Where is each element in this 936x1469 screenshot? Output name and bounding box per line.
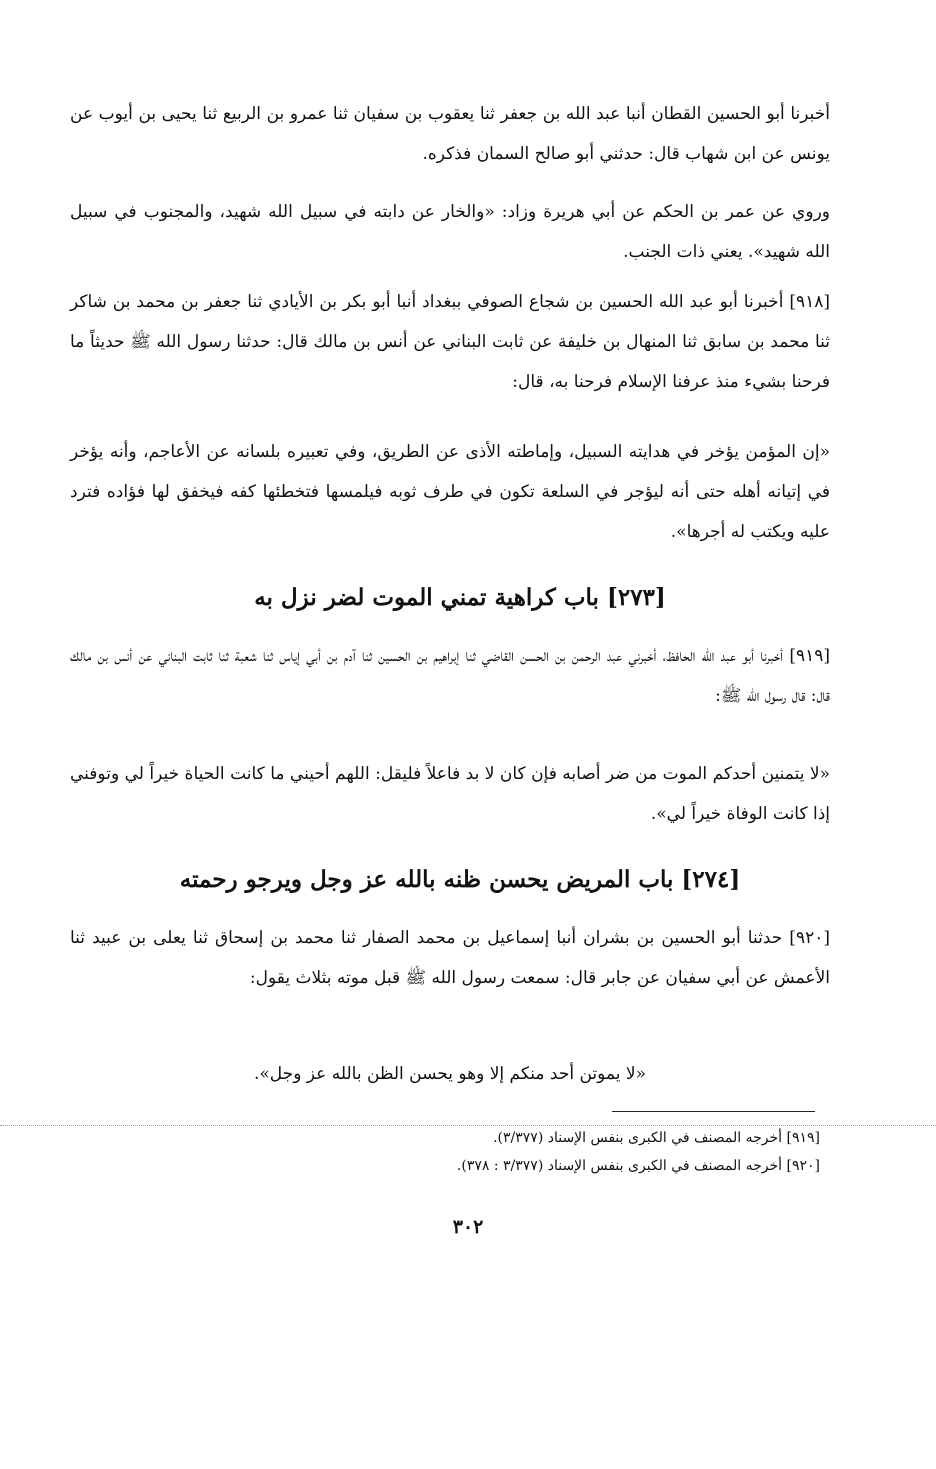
paragraph-hadith-919-text: «لا يتمنين أحدكم الموت من ضر أصابه فإن كان لا بد فاعلاً فليقل: اللهم أحيني ما كانت الحياة خيراً لي وتوفني إذا كانت الوفاة خيراً لي». <box>70 764 831 824</box>
footnote-separator <box>612 1111 815 1112</box>
paragraph-hadith-920: [٩٢٠] حدثنا أبو الحسين بن بشران أنبا إسماعيل بن محمد الصفار ثنا محمد بن إسحاق ثنا يعلى بن عبيد ثنا الأعمش عن أبي سفيان عن جابر قال: سمعت رسول الله ﷺ قبل موته بثلاث يقول: <box>70 928 830 988</box>
chapter-heading-274: [٢٧٤] باب المريض يحسن ظنه بالله عز وجل ويرجو رحمته <box>179 866 741 893</box>
page-number: ٣٠٢ <box>452 1216 484 1238</box>
footnote-920: [٩٢٠] أخرجه المصنف في الكبرى بنفس الإسناد (٣/٣٧٧ : ٣٧٨). <box>456 1158 820 1174</box>
paragraph-narration-1: وروي عن عمر بن الحكم عن أبي هريرة وزاد: «والخار عن دابته في سبيل الله شهيد، والمجنوب في سبيل الله شهيد». يعني ذات الجنب. <box>70 202 830 262</box>
chapter-heading-273: [٢٧٣] باب كراهية تمني الموت لضر نزل به <box>254 584 666 611</box>
paragraph-hadith-919: [٩١٩] أخبرنا أبو عبد الله الحافظ، أخبرني عبد الرحمن بن الحسن القاضي ثنا إبراهيم بن الحسين ثنا آدم بن أبي إياس ثنا شعبة ثنا ثابت البناني عن أنس بن مالك قال: قال رسول الله ﷺ: <box>70 646 830 706</box>
paragraph-isnad-1: أخبرنا أبو الحسين القطان أنبا عبد الله بن جعفر ثنا يعقوب بن سفيان ثنا عمرو بن الربيع ثنا يحيى بن أيوب عن يونس عن ابن شهاب قال: حدثني أبو صالح السمان فذكره. <box>70 104 830 164</box>
paragraph-hadith-920-text: «لا يموتن أحد منكم إلا وهو يحسن الظن بالله عز وجل». <box>254 1064 646 1084</box>
footnote-919: [٩١٩] أخرجه المصنف في الكبرى بنفس الإسناد (٣/٣٧٧). <box>493 1130 820 1146</box>
paragraph-hadith-918: [٩١٨] أخبرنا أبو عبد الله الحسين بن شجاع الصوفي ببغداد أنبا أبو بكر بن الأيادي ثنا جعفر بن محمد بن شاكر ثنا محمد بن سابق ثنا المنهال بن خليفة عن ثابت البناني عن أنس بن مالك قال: حدثنا رسول الله ﷺ حديثاً ما فرحنا بشيء منذ عرفنا الإسلام فرحنا به، قال: <box>70 292 830 392</box>
paragraph-hadith-918-text: «إن المؤمن يؤخر في هدايته السبيل، وإماطته الأذى عن الطريق، وفي تعبيره بلسانه عن الأعاجم، وأنه يؤخر في إتيانه أهله حتى أنه ليؤجر في السلعة تكون في طرف ثوبه فيلمسها فتخطئها كفه فيخفق لها فؤاده فترد عليه ويكتب له أجرها». <box>70 442 830 542</box>
